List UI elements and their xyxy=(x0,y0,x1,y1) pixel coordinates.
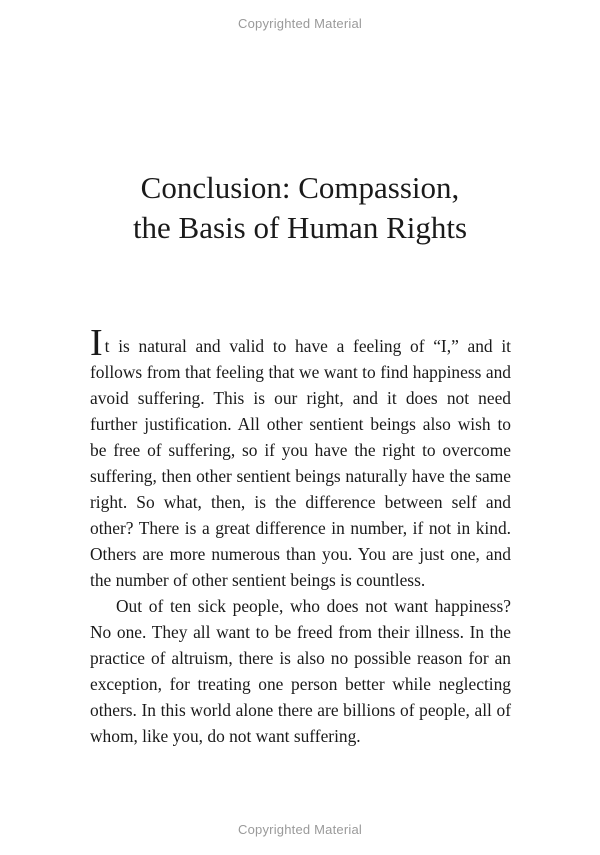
copyright-watermark-bottom: Copyrighted Material xyxy=(238,822,362,837)
paragraph-2: Out of ten sick people, who does not want happiness? No one. They all want to be freed from their illness. In the practice of altruism, there is also no possible reason for an exception, for treating one person better while neglecting others. In this world alone there are billions of people, all of whom, like you, do not want suffering. xyxy=(90,596,511,746)
chapter-body xyxy=(90,322,511,749)
paragraph-1 xyxy=(90,322,511,593)
chapter-title-line-2: the Basis of Human Rights xyxy=(132,210,468,245)
chapter-title xyxy=(0,168,600,248)
paragraph-1-text: t is natural and valid to have a feeling of “I,” and it follows from that feeling that we want to find happiness and avoid suffering. This is our right, and it does not need further justification. All other sentient beings also wish to be free of suffering, so if you have the right to overcome suffering, then other sentient beings naturally have the same right. So what, then, is the difference between self and other? There is a great difference in number, if not in kind. Others are more numerous than you. You are just one, and the number of other sentient beings is countless. xyxy=(90,336,511,590)
chapter-title-line-1: Conclusion: Compassion, xyxy=(140,170,460,205)
drop-cap: I xyxy=(90,322,103,364)
copyright-watermark-top: Copyrighted Material xyxy=(238,16,362,31)
